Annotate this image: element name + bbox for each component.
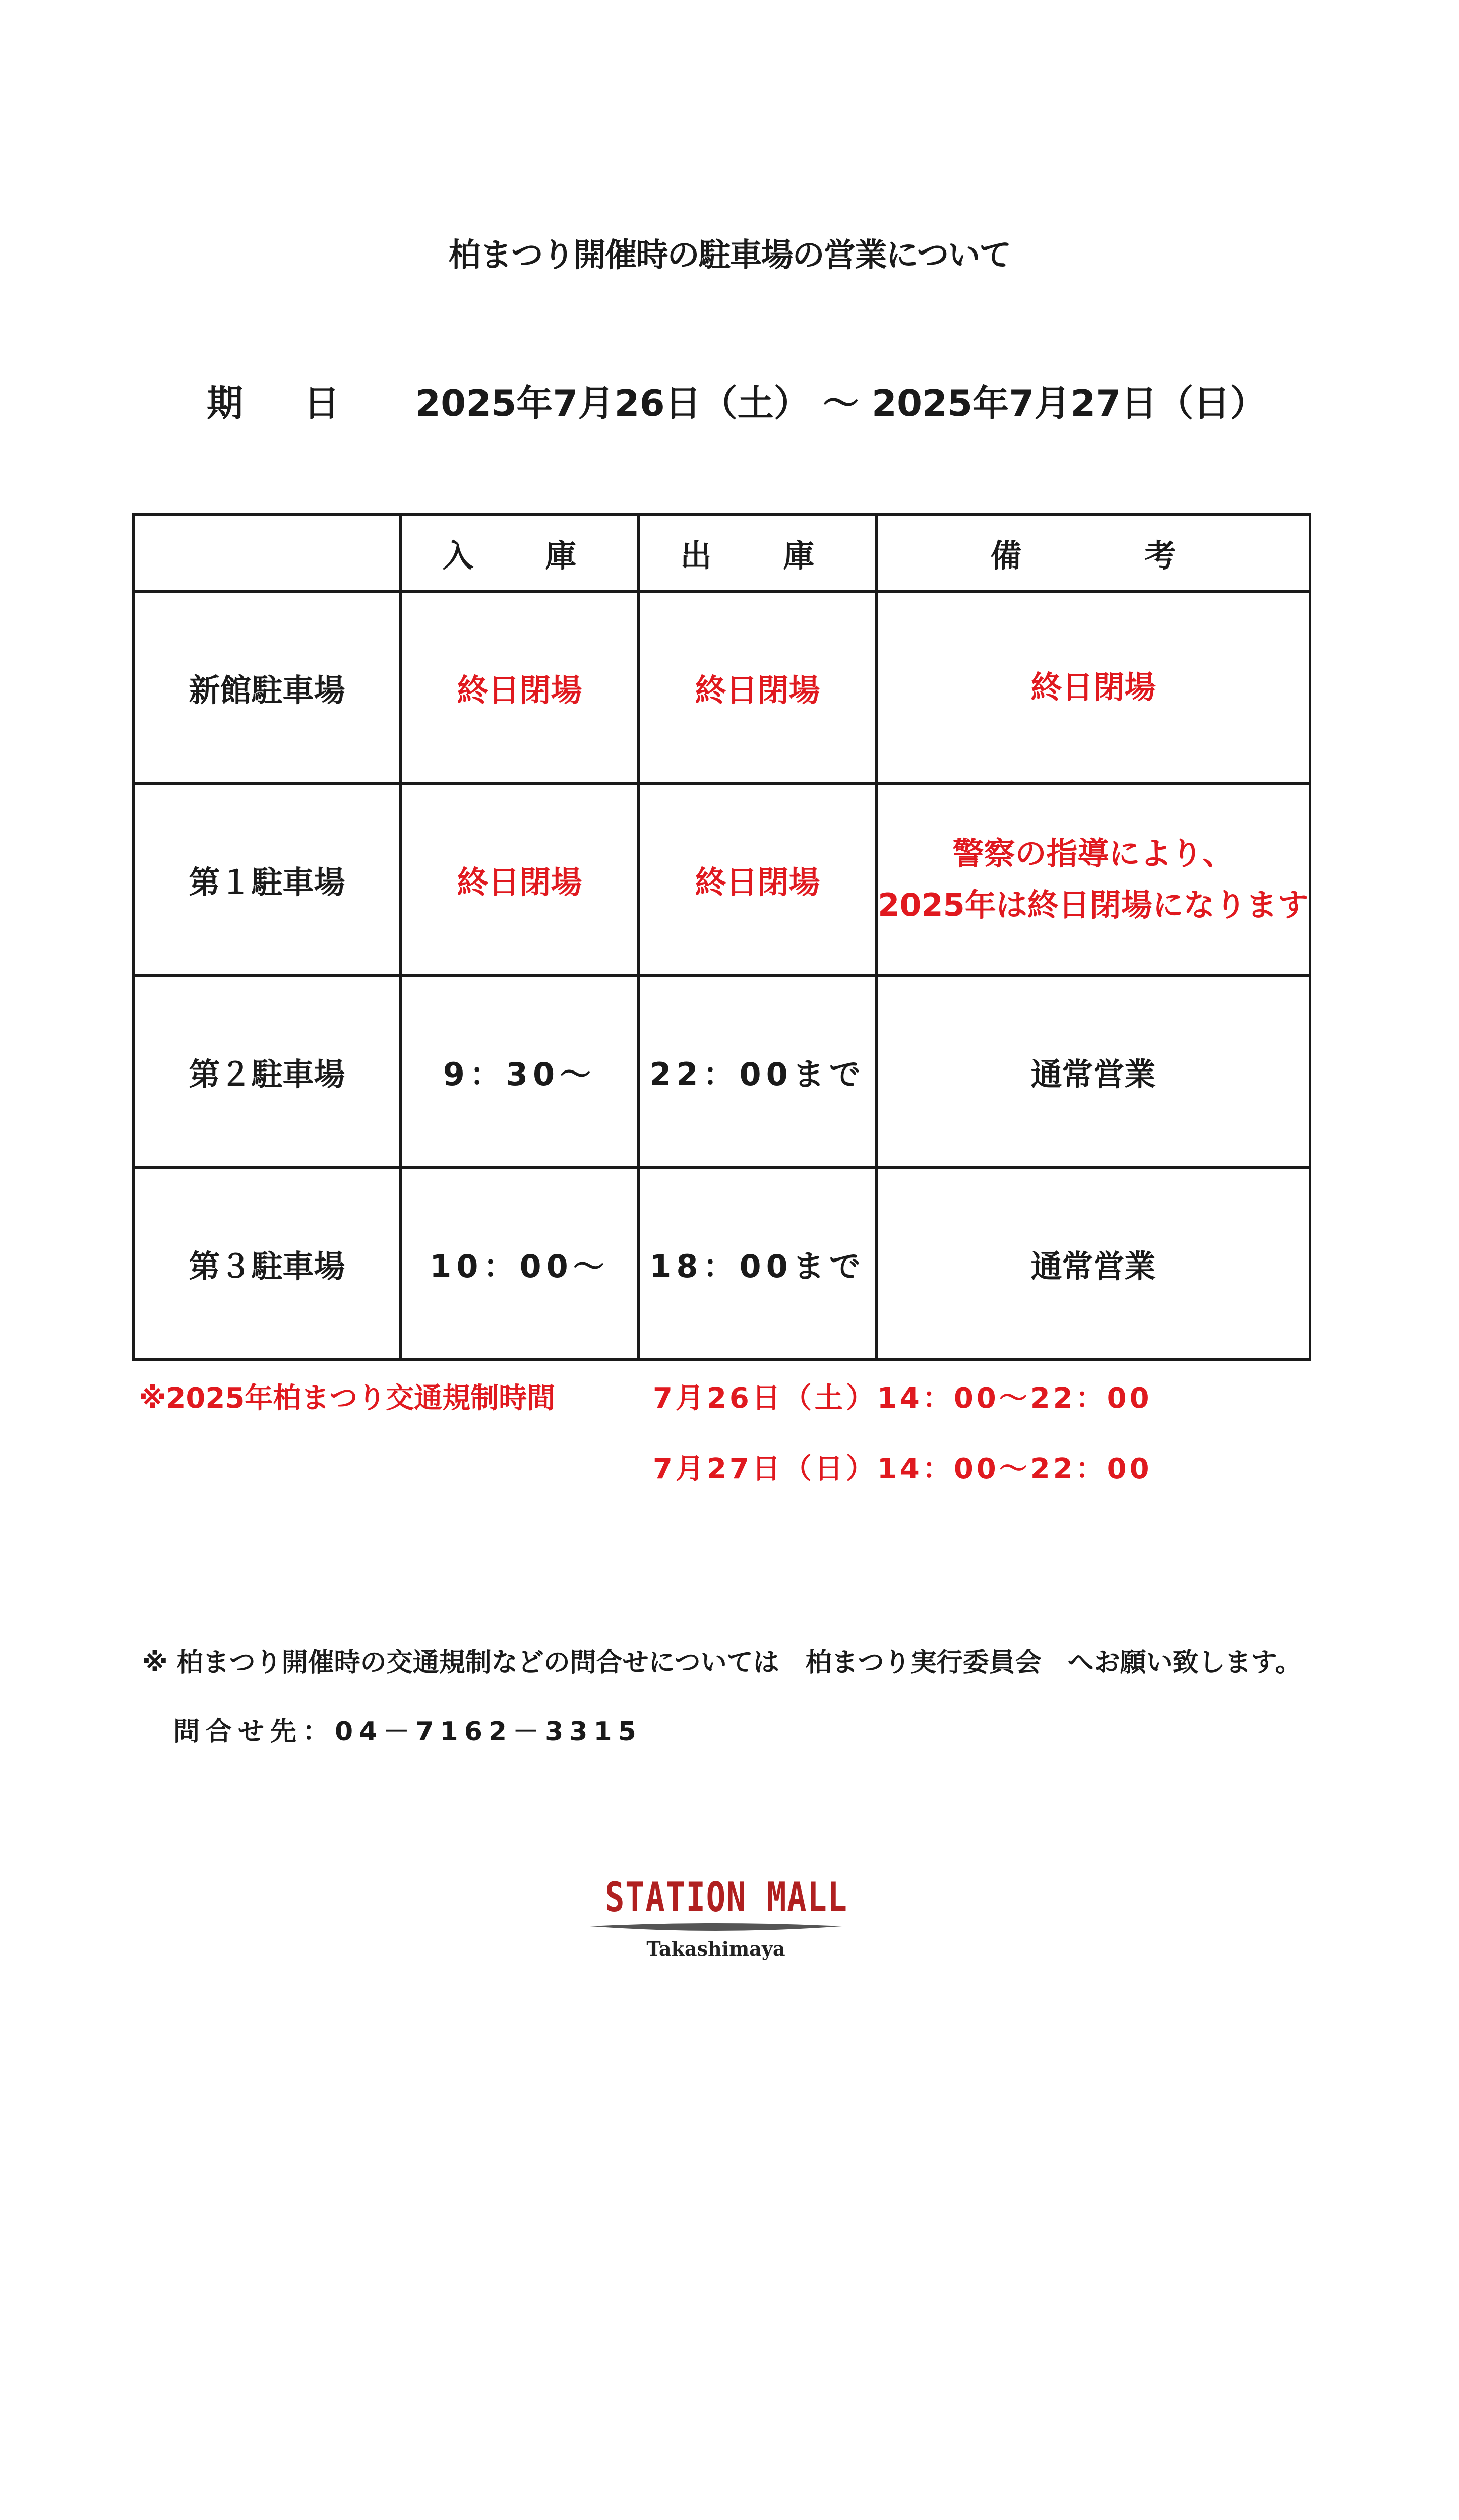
exit-hours: 終日閉場 <box>639 784 877 976</box>
logo-main-text: STATION MALL <box>605 1874 848 1921</box>
header-entry: 入 庫 <box>401 515 639 592</box>
parking-schedule-table <box>132 513 1311 1361</box>
notes-cell <box>877 784 1310 976</box>
contact-note: ※ 柏まつり開催時の交通規制などの問合せについては 柏まつり実行委員会 へお願い致します。 <box>142 1648 1302 1678</box>
contact-section <box>142 1641 1301 1748</box>
table-row <box>134 592 1310 784</box>
entry-hours: 終日閉場 <box>401 784 639 976</box>
notes-line: 通常営業 <box>1030 1055 1156 1093</box>
notes-line: 通常営業 <box>1030 1247 1156 1285</box>
page-title: 柏まつり開催時の駐車場の営業について <box>448 237 1011 274</box>
table-row <box>134 976 1310 1168</box>
exit-hours: 22：00まで <box>639 976 877 1168</box>
table-row <box>134 1168 1310 1360</box>
event-date-row <box>207 374 1266 426</box>
notes-line: 警察の指導により、 <box>952 835 1234 872</box>
logo-swoosh-icon <box>585 1922 847 1937</box>
table-header-row <box>134 515 1310 592</box>
parking-name: 第２駐車場 <box>134 976 401 1168</box>
date-label-left: 期 <box>207 382 244 424</box>
event-date-value: 2025年7月26日（土） ～ 2025年7月27日（日） <box>415 382 1266 424</box>
exit-hours: 終日閉場 <box>639 592 877 784</box>
contact-phone: 問合せ先：04－7162－3315 <box>173 1717 642 1747</box>
notes-cell <box>877 592 1310 784</box>
notes-line: 2025年は終日閉場になります <box>878 887 1309 923</box>
exit-hours: 18：00まで <box>639 1168 877 1360</box>
header-blank <box>134 515 401 592</box>
station-mall-logo <box>585 1874 847 1965</box>
notes-cell <box>877 976 1310 1168</box>
notes-cell <box>877 1168 1310 1360</box>
traffic-restriction-label: ※2025年柏まつり交通規制時間 <box>139 1382 556 1415</box>
parking-name: 第３駐車場 <box>134 1168 401 1360</box>
header-exit: 出 庫 <box>639 515 877 592</box>
entry-hours: 10：00～ <box>401 1168 639 1360</box>
notes-line: 終日閉場 <box>1030 669 1156 706</box>
traffic-restriction-time: 7月27日（日）14：00～22：00 <box>653 1453 1152 1485</box>
traffic-restriction-time: 7月26日（土）14：00～22：00 <box>653 1382 1152 1415</box>
date-label-right: 日 <box>303 382 340 424</box>
parking-name: 新館駐車場 <box>134 592 401 784</box>
entry-hours: 9：30～ <box>401 976 639 1168</box>
parking-name: 第１駐車場 <box>134 784 401 976</box>
logo-sub-text: Takashimaya <box>646 1937 785 1960</box>
table-row <box>134 784 1310 976</box>
header-notes: 備 考 <box>877 515 1310 592</box>
entry-hours: 終日閉場 <box>401 592 639 784</box>
